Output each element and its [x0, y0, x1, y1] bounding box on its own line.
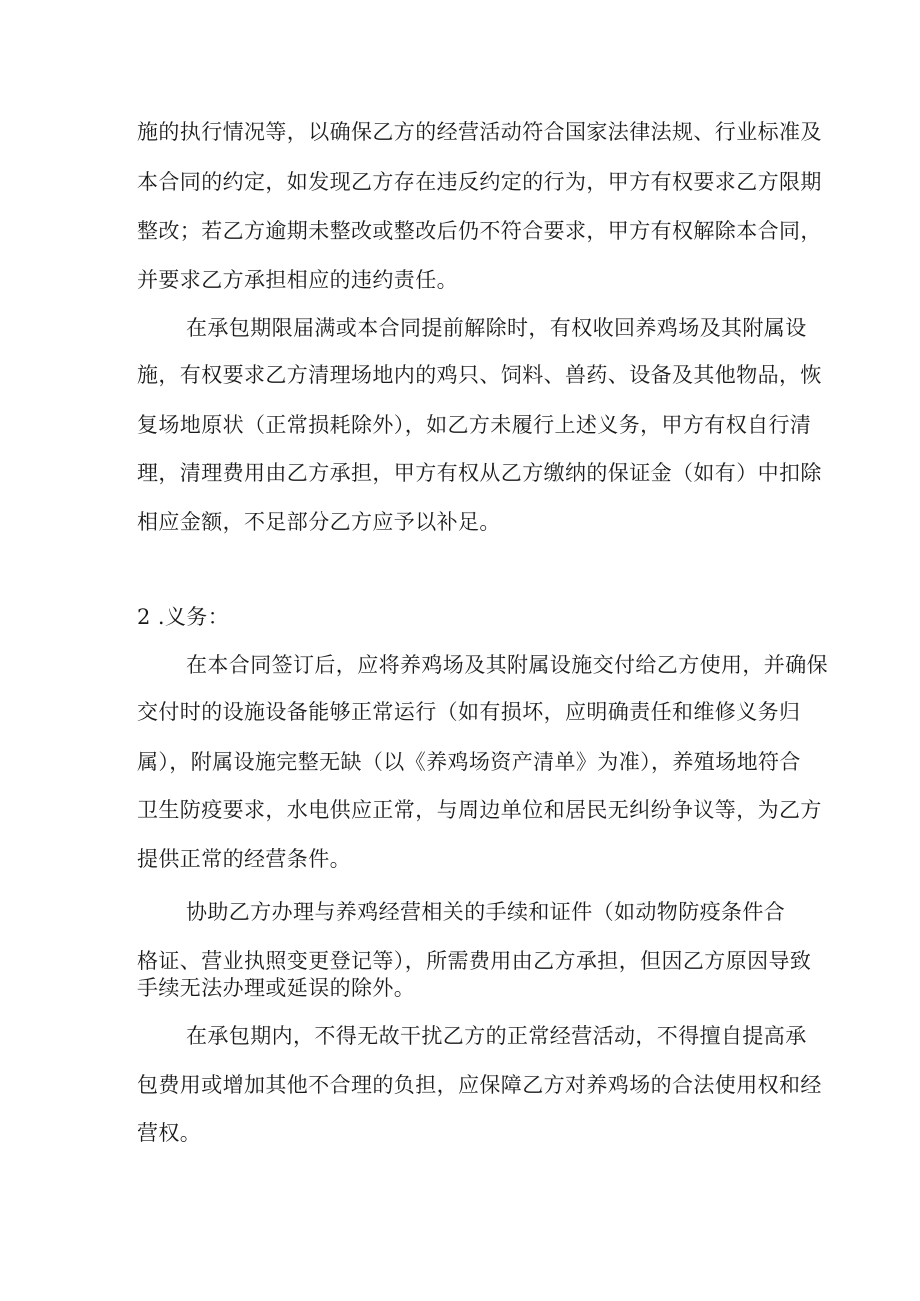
section-heading: 2 .义务： [137, 605, 230, 629]
text-line: 施的执行情况等，以确保乙方的经营活动符合国家法律法规、行业标准及 [137, 120, 822, 144]
text-line: 手续无法办理或延误的除外。 [137, 976, 416, 1000]
text-line: 整改；若乙方逾期未整改或整改后仍不符合要求，甲方有权解除本合同， [137, 219, 822, 243]
text-line: 在本合同签订后，应将养鸡场及其附属设施交付给乙方使用，并确保 [186, 653, 828, 677]
text-line: 并要求乙方承担相应的违约责任。 [137, 268, 458, 292]
text-line: 交付时的设施设备能够正常运行（如有损坏，应明确责任和维修义务归 [137, 700, 801, 724]
text-line: 施，有权要求乙方清理场地内的鸡只、饲料、兽药、设备及其他物品，恢 [137, 363, 822, 387]
text-line: 包费用或增加其他不合理的负担，应保障乙方对养鸡场的合法使用权和经 [137, 1073, 822, 1097]
text-line: 本合同的约定，如发现乙方存在违反约定的行为，甲方有权要求乙方限期 [137, 170, 822, 194]
text-line: 卫生防疫要求，水电供应正常，与周边单位和居民无纠纷争议等，为乙方 [137, 798, 822, 822]
text-line: 在承包期内，不得无故干扰乙方的正常经营活动，不得擅自提高承 [186, 1024, 807, 1048]
text-line: 复场地原状（正常损耗除外），如乙方未履行上述义务，甲方有权自行清 [137, 413, 812, 437]
text-line: 相应金额，不足部分乙方应予以补足。 [137, 510, 501, 534]
text-line: 协助乙方办理与养鸡经营相关的手续和证件（如动物防疫条件合 [186, 900, 786, 924]
text-line: 营权。 [137, 1121, 202, 1145]
text-line: 属），附属设施完整无缺（以《养鸡场资产清单》为准），养殖场地符合 [137, 750, 801, 774]
text-line: 理，清理费用由乙方承担，甲方有权从乙方缴纳的保证金（如有）中扣除 [137, 461, 822, 485]
text-line: 格证、营业执照变更登记等），所需费用由乙方承担，但因乙方原因导致 [137, 949, 812, 973]
text-line: 在承包期限届满或本合同提前解除时，有权收回养鸡场及其附属设 [186, 316, 807, 340]
text-line: 提供正常的经营条件。 [137, 847, 351, 871]
